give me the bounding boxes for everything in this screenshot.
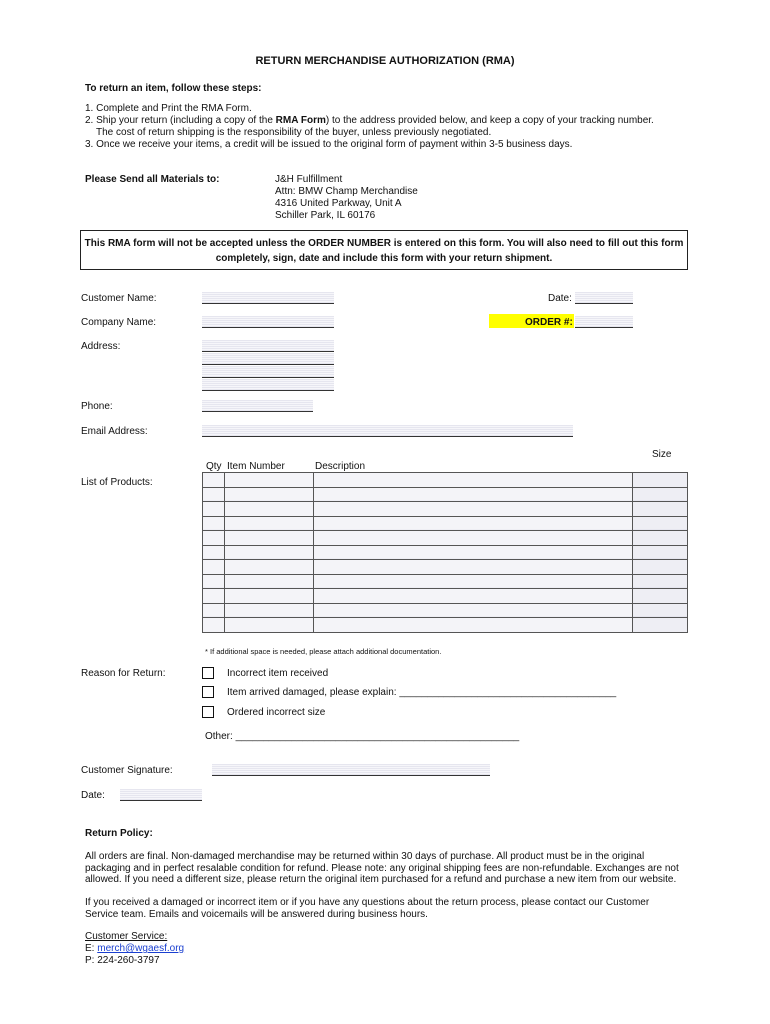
qty-cell[interactable] xyxy=(203,531,225,546)
qty-cell[interactable] xyxy=(203,560,225,575)
table-row xyxy=(203,531,688,546)
item-number-cell[interactable] xyxy=(225,531,314,546)
table-row xyxy=(203,473,688,488)
customer-signature-label: Customer Signature: xyxy=(81,765,173,776)
address-input-line-4[interactable] xyxy=(202,379,334,391)
incorrect-item-label: Incorrect item received xyxy=(227,668,329,679)
address-input-line-3[interactable] xyxy=(202,366,334,378)
email-label: Email Address: xyxy=(81,426,148,437)
description-cell[interactable] xyxy=(314,560,633,575)
qty-cell[interactable] xyxy=(203,545,225,560)
table-row xyxy=(203,545,688,560)
table-row xyxy=(203,516,688,531)
size-cell[interactable] xyxy=(633,618,688,633)
signature-date-label: Date: xyxy=(81,790,105,801)
size-cell[interactable] xyxy=(633,516,688,531)
order-number-input[interactable] xyxy=(575,316,633,328)
address-input-line-1[interactable] xyxy=(202,340,334,352)
column-header-description: Description xyxy=(315,461,366,472)
description-cell[interactable] xyxy=(314,545,633,560)
products-table xyxy=(202,472,688,633)
order-number-label: ORDER #: xyxy=(525,317,573,328)
email-prefix: E: xyxy=(85,943,98,954)
table-row xyxy=(203,589,688,604)
item-number-cell[interactable] xyxy=(225,589,314,604)
customer-name-input[interactable] xyxy=(202,292,334,304)
address-line-2: Attn: BMW Champ Merchandise xyxy=(275,186,418,197)
return-policy-heading: Return Policy: xyxy=(85,828,153,839)
qty-cell[interactable] xyxy=(203,487,225,502)
address-line-1: J&H Fulfillment xyxy=(275,174,343,185)
step-2-text-post: ) to the address provided below, and keep a copy of your tracking number. xyxy=(325,115,654,126)
item-number-cell[interactable] xyxy=(225,487,314,502)
company-name-input[interactable] xyxy=(202,316,334,328)
item-number-cell[interactable] xyxy=(225,516,314,531)
customer-service-phone: P: 224-260-3797 xyxy=(85,955,160,966)
item-number-cell[interactable] xyxy=(225,574,314,589)
additional-space-note: * If additional space is needed, please attach additional documentation. xyxy=(205,647,442,656)
size-cell[interactable] xyxy=(633,487,688,502)
date-label: Date: xyxy=(548,293,572,304)
table-row xyxy=(203,574,688,589)
column-header-qty: Qty xyxy=(206,461,222,472)
customer-name-label: Customer Name: xyxy=(81,293,157,304)
qty-cell[interactable] xyxy=(203,618,225,633)
phone-label: Phone: xyxy=(81,401,113,412)
qty-cell[interactable] xyxy=(203,574,225,589)
item-number-cell[interactable] xyxy=(225,473,314,488)
signature-date-input[interactable] xyxy=(120,789,202,801)
damaged-item-label: Item arrived damaged, please explain: _______________________________________ xyxy=(227,687,617,698)
customer-service-email-link[interactable]: merch@wgaesf.org xyxy=(97,943,185,954)
description-cell[interactable] xyxy=(314,531,633,546)
notice-box xyxy=(80,230,688,270)
list-of-products-label: List of Products: xyxy=(81,477,153,488)
column-header-item-number: Item Number xyxy=(227,461,285,472)
description-cell[interactable] xyxy=(314,589,633,604)
qty-cell[interactable] xyxy=(203,516,225,531)
step-3: 3. Once we receive your items, a credit will be issued to the original form of payment within 3-5 business days. xyxy=(85,139,573,150)
address-label: Address: xyxy=(81,341,121,352)
steps-heading: To return an item, follow these steps: xyxy=(85,83,262,94)
column-header-size: Size xyxy=(652,449,672,460)
description-cell[interactable] xyxy=(314,618,633,633)
notice-line-1: This RMA form will not be accepted unless the ORDER NUMBER is entered on this form. You will also need to fill out this form xyxy=(84,238,684,249)
table-row xyxy=(203,487,688,502)
qty-cell[interactable] xyxy=(203,502,225,517)
item-number-cell[interactable] xyxy=(225,560,314,575)
description-cell[interactable] xyxy=(314,574,633,589)
address-line-3: 4316 United Parkway, Unit A xyxy=(275,198,402,209)
page-title: RETURN MERCHANDISE AUTHORIZATION (RMA) xyxy=(255,55,515,67)
step-2-rma-form-bold: RMA Form xyxy=(275,115,326,126)
item-number-cell[interactable] xyxy=(225,603,314,618)
description-cell[interactable] xyxy=(314,487,633,502)
address-input-line-2[interactable] xyxy=(202,353,334,365)
description-cell[interactable] xyxy=(314,603,633,618)
description-cell[interactable] xyxy=(314,473,633,488)
return-policy-paragraph-2: If you received a damaged or incorrect item or if you have any questions about the return process, please contact our Customer Service team. Emails and voicemails will be answered during business hours. xyxy=(85,897,650,920)
qty-cell[interactable] xyxy=(203,603,225,618)
size-cell[interactable] xyxy=(633,545,688,560)
size-cell[interactable] xyxy=(633,574,688,589)
incorrect-size-checkbox[interactable] xyxy=(202,706,214,718)
reason-for-return-label: Reason for Return: xyxy=(81,668,166,679)
incorrect-size-label: Ordered incorrect size xyxy=(227,707,326,718)
return-policy-paragraph-1: All orders are final. Non-damaged merchandise may be returned within 30 days of purchase. All product must be in the original packaging and in perfect resalable condition for refund. Please note: any original shipping fees are non-refundable. Exchanges are not allowed. If you need a different size, please return the original item purchased for a refund and purchase a new item from our website. xyxy=(85,851,679,885)
phone-input[interactable] xyxy=(202,400,313,412)
size-cell[interactable] xyxy=(633,560,688,575)
table-row xyxy=(203,603,688,618)
description-cell[interactable] xyxy=(314,502,633,517)
notice-line-2: completely, sign, date and include this form with your return shipment. xyxy=(215,253,553,264)
customer-service-heading: Customer Service: xyxy=(85,931,168,942)
table-row xyxy=(203,502,688,517)
other-reason-field[interactable]: Other: ___________________________________________________ xyxy=(205,731,520,742)
table-row xyxy=(203,560,688,575)
step-2-text-pre: 2. Ship your return (including a copy of the xyxy=(85,115,276,126)
incorrect-item-checkbox[interactable] xyxy=(202,667,214,679)
customer-service-email-row xyxy=(85,943,184,954)
customer-signature-input[interactable] xyxy=(212,764,490,776)
step-2-continued: The cost of return shipping is the responsibility of the buyer, unless previously negotiated. xyxy=(96,127,492,138)
step-1: 1. Complete and Print the RMA Form. xyxy=(85,103,252,114)
date-input[interactable] xyxy=(575,292,633,304)
size-cell[interactable] xyxy=(633,502,688,517)
item-number-cell[interactable] xyxy=(225,502,314,517)
step-2 xyxy=(85,115,654,126)
item-number-cell[interactable] xyxy=(225,618,314,633)
qty-cell[interactable] xyxy=(203,473,225,488)
item-number-cell[interactable] xyxy=(225,545,314,560)
company-name-label: Company Name: xyxy=(81,317,157,328)
email-input[interactable] xyxy=(202,425,573,437)
table-row xyxy=(203,618,688,633)
qty-cell[interactable] xyxy=(203,589,225,604)
damaged-item-checkbox[interactable] xyxy=(202,686,214,698)
size-cell[interactable] xyxy=(633,531,688,546)
send-materials-label: Please Send all Materials to: xyxy=(85,174,220,185)
size-cell[interactable] xyxy=(633,473,688,488)
address-line-4: Schiller Park, IL 60176 xyxy=(275,210,376,221)
size-cell[interactable] xyxy=(633,589,688,604)
size-cell[interactable] xyxy=(633,603,688,618)
description-cell[interactable] xyxy=(314,516,633,531)
